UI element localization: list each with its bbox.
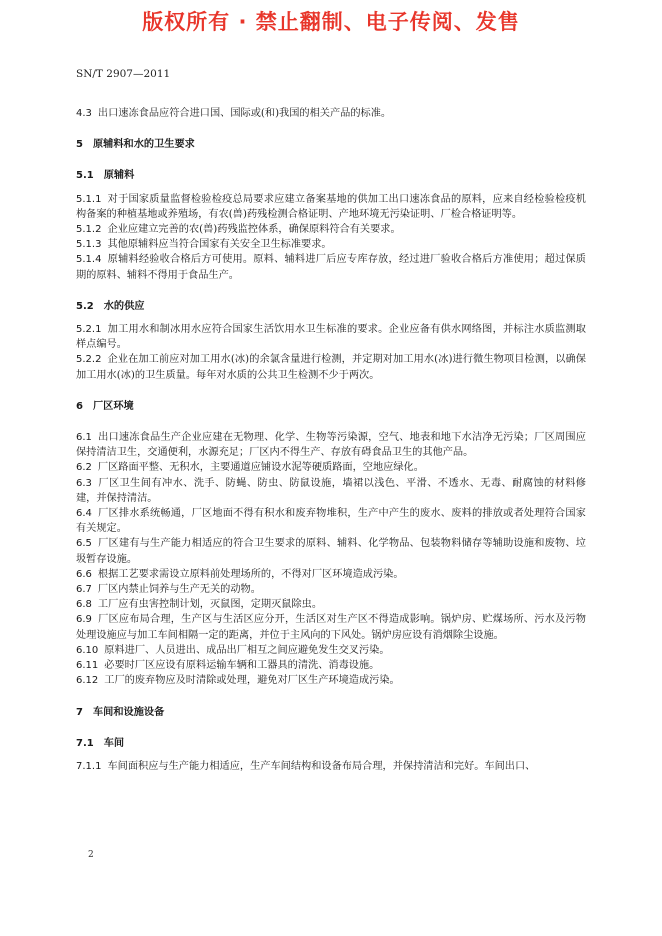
clause-6-10: 6.10 原料进厂、人员进出、成品出厂相互之间应避免发生交叉污染。	[76, 644, 390, 656]
copyright-watermark: 版权所有 · 禁止翻制、电子传阅、发售	[142, 10, 520, 34]
clause-7-1-1: 7.1.1 车间面积应与生产能力相适应，生产车间结构和设备布局合理，并保持清洁和完好。车间出口、	[76, 760, 536, 772]
document-body	[76, 98, 586, 774]
subsection-heading-5-2: 5.2 水的供应	[76, 300, 145, 312]
clause-5-1-4: 5.1.4 原辅料经验收合格后方可使用。原料、辅料进厂后应专库存放，经过进厂验收合格后方准使用；超过保质期的原料、辅料不得用于食品生产。	[76, 254, 586, 281]
clause-5-2-1: 5.2.1 加工用水和制冰用水应符合国家生活饮用水卫生标准的要求。企业应备有供水网络图，并标注水质监测取样点编号。	[76, 324, 586, 351]
standard-code: SN/T 2907—2011	[76, 68, 171, 80]
clause-6-3: 6.3 厂区卫生间有冲水、洗手、防蝇、防虫、防鼠设施，墙裙以浅色、平滑、不透水、无毒、耐腐蚀的材料修建，并保持清洁。	[76, 477, 586, 504]
section-heading-7: 7 车间和设施设备	[76, 706, 165, 718]
clause-6-12: 6.12 工厂的废弃物应及时清除或处理，避免对厂区生产环境造成污染。	[76, 675, 400, 687]
subsection-heading-5-1: 5.1 原辅料	[76, 170, 135, 182]
clause-6-6: 6.6 根据工艺要求需设立原料前处理场所的，不得对厂区环境造成污染。	[76, 568, 404, 580]
clause-6-11: 6.11 必要时厂区应设有原料运输车辆和工器具的清洗、消毒设施。	[76, 660, 380, 672]
clause-6-9: 6.9 厂区应布局合理，生产区与生活区应分开，生活区对生产区不得造成影响。锅炉房、贮煤场所、污水及污物处理设施应与加工车间相隔一定的距离，并位于主风向的下风处。锅炉房应设有消烟除尘设施。	[76, 614, 586, 641]
clause-5-1-2: 5.1.2 企业应建立完善的农(兽)药残监控体系，确保原料符合有关要求。	[76, 224, 401, 236]
clause-5-1-3: 5.1.3 其他原辅料应当符合国家有关安全卫生标准要求。	[76, 239, 332, 251]
clause-6-8: 6.8 工厂应有虫害控制计划，灭鼠图，定期灭鼠除虫。	[76, 599, 323, 611]
clause-6-7: 6.7 厂区内禁止饲养与生产无关的动物。	[76, 584, 261, 596]
clause-5-2-2: 5.2.2 企业在加工前应对加工用水(冰)的余氯含量进行检测，并定期对加工用水(冰)进行微生物项目检测，以确保加工用水(冰)的卫生质量。每年对水质的公共卫生检测不少于两次。	[76, 354, 586, 381]
clause-6-5: 6.5 厂区建有与生产能力相适应的符合卫生要求的原料、辅料、化学物品、包装物料储存等辅助设施和废物、垃圾暂存设施。	[76, 538, 586, 565]
clause-5-1-1: 5.1.1 对于国家质量监督检验检疫总局要求应建立备案基地的供加工出口速冻食品的原料，应来自经检验检疫机构备案的种植基地或养殖场，有农(兽)药残检测合格证明、产地环境无污染证明、厂检合格证明等。	[76, 193, 586, 220]
page-number: 2	[88, 850, 94, 860]
clause-6-1: 6.1 出口速冻食品生产企业应建在无物理、化学、生物等污染源，空气、地表和地下水洁净无污染；厂区周围应保持清洁卫生，交通便利，水源充足；厂区内不得生产、存放有碍食品卫生的其他产品。	[76, 432, 586, 459]
section-heading-6: 6 厂区环境	[76, 400, 134, 412]
clause-6-2: 6.2 厂区路面平整、无积水，主要通道应铺设水泥等硬质路面，空地应绿化。	[76, 462, 424, 474]
section-heading-5: 5 原辅料和水的卫生要求	[76, 139, 195, 151]
clause-6-4: 6.4 厂区排水系统畅通，厂区地面不得有积水和废弃物堆积，生产中产生的废水、废料的排放或者处理符合国家有关规定。	[76, 508, 586, 535]
subsection-heading-7-1: 7.1 车间	[76, 737, 125, 749]
clause-4-3: 4.3 出口速冻食品应符合进口国、国际或(和)我国的相关产品的标准。	[76, 108, 392, 119]
